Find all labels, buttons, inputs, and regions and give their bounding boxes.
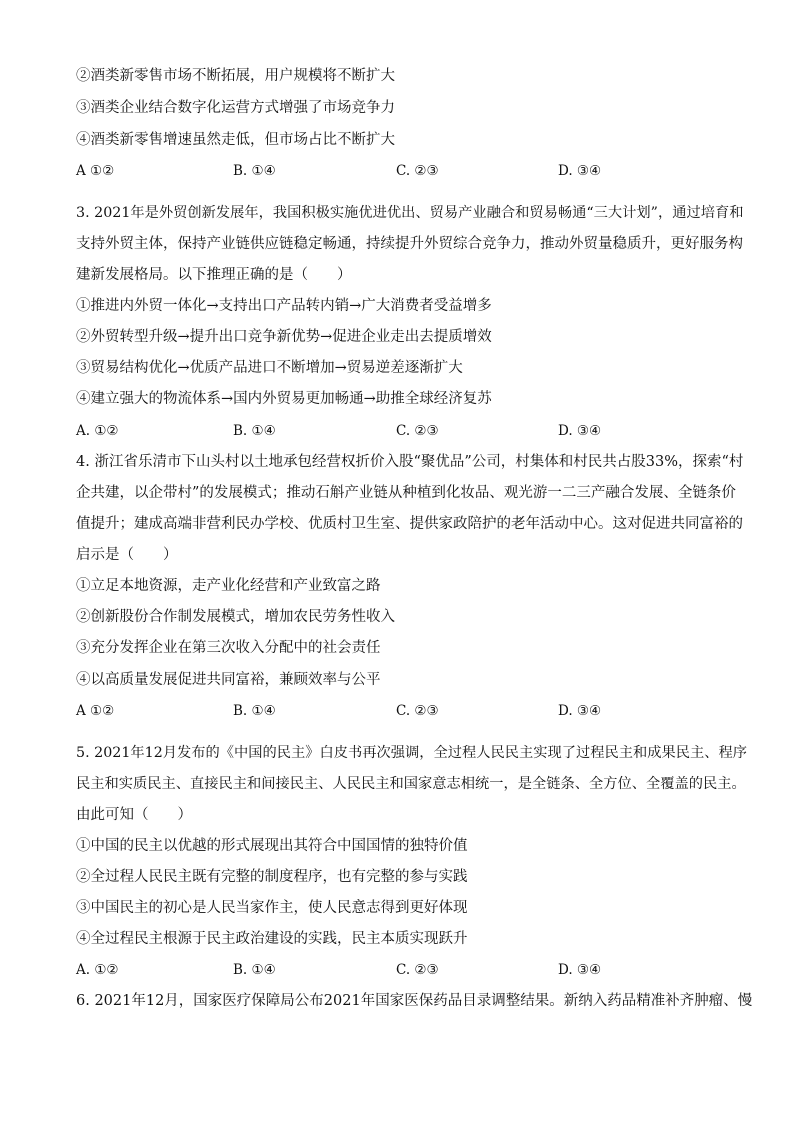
q4-options [76, 701, 716, 721]
option-b: B. ①④ [233, 163, 276, 179]
q4-item-4: ④以高质量发展促进共同富裕，兼顾效率与公平 [76, 672, 381, 688]
q5-options [76, 960, 716, 980]
q4-stem-line-1: 4. 浙江省乐清市下山头村以土地承包经营权折价入股“聚优品”公司，村集体和村民共占股33%，探索“村 [76, 454, 744, 470]
q4-stem-line-4: 启示是（ ） [76, 547, 178, 563]
option-b: B. ①④ [233, 703, 276, 719]
q5-item-2: ②全过程人民民主既有完整的制度程序，也有完整的参与实践 [76, 869, 468, 885]
option-d: D. ③④ [558, 703, 602, 719]
option-d: D. ③④ [558, 962, 602, 978]
q3-options [76, 421, 716, 441]
q3-stem-line-3: 建新发展格局。以下推理正确的是（ ） [76, 267, 352, 283]
option-a: A. ①② [76, 962, 119, 978]
q3-stem-line-2: 支持外贸主体，保持产业链供应链稳定畅通，持续提升外贸综合竞争力，推动外贸量稳质升，更好服务构 [76, 236, 743, 252]
option-a: A. ①② [76, 423, 119, 439]
q3-stem-line-1: 3. 2021年是外贸创新发展年，我国积极实施优进优出、贸易产业融合和贸易畅通“三大计划”，通过培育和 [76, 205, 744, 221]
q3-item-2: ②外贸转型升级→提升出口竞争新优势→促进企业走出去提质增效 [76, 329, 492, 345]
option-c: C. ②③ [396, 703, 439, 719]
option-c: C. ②③ [396, 163, 439, 179]
q5-stem-line-1: 5. 2021年12月发布的《中国的民主》白皮书再次强调，全过程人民民主实现了过程民主和成果民主、程序 [76, 745, 748, 761]
q5-item-3: ③中国民主的初心是人民当家作主，使人民意志得到更好体现 [76, 900, 468, 916]
prev-item-2: ②酒类新零售市场不断拓展，用户规模将不断扩大 [76, 68, 395, 84]
option-b: B. ①④ [233, 423, 276, 439]
prev-item-4: ④酒类新零售增速虽然走低，但市场占比不断扩大 [76, 132, 395, 148]
q4-item-2: ②创新股份合作制发展模式，增加农民劳务性收入 [76, 609, 395, 625]
q4-item-1: ①立足本地资源，走产业化经营和产业致富之路 [76, 578, 381, 594]
q5-item-1: ①中国的民主以优越的形式展现出其符合中国国情的独特价值 [76, 838, 468, 854]
q5-stem-line-3: 由此可知（ ） [76, 807, 192, 823]
q5-item-4: ④全过程民主根源于民主政治建设的实践，民主本质实现跃升 [76, 931, 468, 947]
option-b: B. ①④ [233, 962, 276, 978]
option-a: A ①② [76, 703, 115, 719]
q4-stem-line-2: 企共建，以企带村”的发展模式；推动石斛产业链从种植到化妆品、观光游一二三产融合发展、全链条价 [76, 485, 736, 501]
option-d: D. ③④ [558, 423, 602, 439]
option-c: C. ②③ [396, 423, 439, 439]
q3-item-3: ③贸易结构优化→优质产品进口不断增加→贸易逆差逐渐扩大 [76, 360, 463, 376]
option-a: A ①② [76, 163, 115, 179]
q4-stem-line-3: 值提升；建成高端非营利民办学校、优质村卫生室、提供家政陪护的老年活动中心。这对促进共同富裕的 [76, 516, 743, 532]
q6-stem-line-1: 6. 2021年12月，国家医疗保障局公布2021年国家医保药品目录调整结果。新纳入药品精准补齐肿瘤、慢 [76, 993, 753, 1009]
option-c: C. ②③ [396, 962, 439, 978]
q3-item-1: ①推进内外贸一体化→支持出口产品转内销→广大消费者受益增多 [76, 298, 492, 314]
option-d: D. ③④ [558, 163, 602, 179]
prev-item-3: ③酒类企业结合数字化运营方式增强了市场竞争力 [76, 100, 395, 116]
q5-stem-line-2: 民主和实质民主、直接民主和间接民主、人民民主和国家意志相统一，是全链条、全方位、全覆盖的民主。 [76, 776, 746, 792]
prev-options [76, 161, 716, 181]
q3-item-4: ④建立强大的物流体系→国内外贸易更加畅通→助推全球经济复苏 [76, 391, 492, 407]
q4-item-3: ③充分发挥企业在第三次收入分配中的社会责任 [76, 640, 381, 656]
